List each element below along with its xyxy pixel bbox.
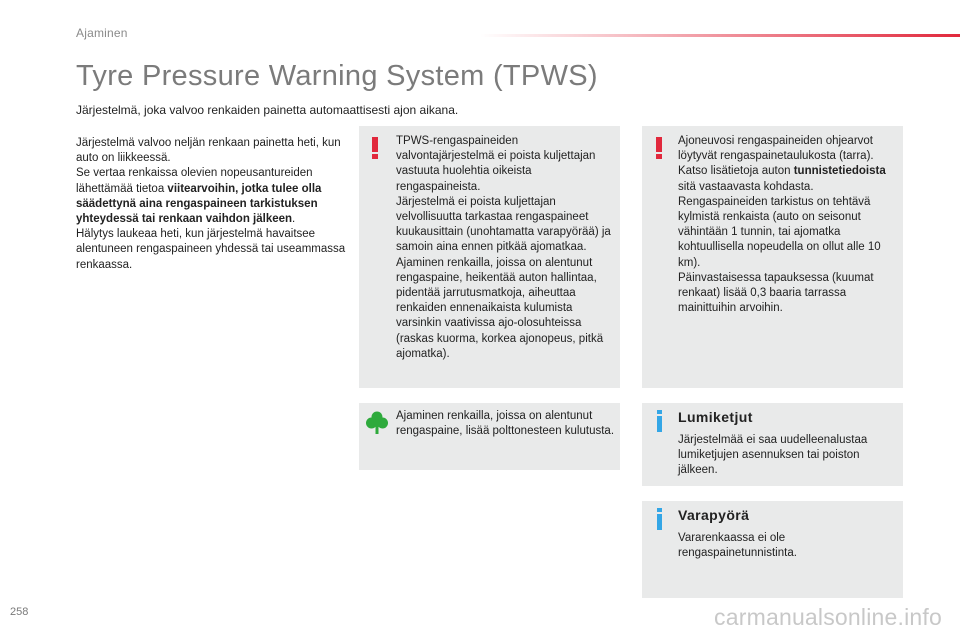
exclamation-icon (656, 137, 662, 159)
pressure-paragraph-3: Päinvastaisessa tapauksessa (kuumat renkaat) lisää 0,3 baaria tarrassa mainittuihin arvoihin. (678, 271, 874, 315)
vehicle-identification-link-text: tunnistetiedoista (793, 165, 886, 178)
pressure-paragraph-2: Rengaspaineiden tarkistus on tehtävä kylmistä renkaista (auto on seisonut vähintään 1 tunnin, tai ajomatka kohtuullisella nopeudella on ollut alle 10 km). (678, 195, 881, 269)
intro-bold-text: viitearvoihin, jotka tulee olla säädettynä aina rengaspaineen tarkistuksen yhteydessä tai renkaan vaihdon jälkeen (76, 182, 322, 226)
page-subtitle: Järjestelmä, joka valvoo renkaiden painetta automaattisesti ajon aikana. (76, 103, 459, 117)
info-icon (657, 410, 662, 432)
eco-box-fuel-consumption (359, 403, 620, 470)
snow-chains-heading: Lumiketjut (678, 409, 753, 425)
spare-wheel-text: Vararenkaassa ei ole rengaspainetunnistinta. (678, 532, 797, 560)
warning-paragraph-3: Ajaminen renkailla, joissa on alentunut rengaspaine, heikentää auton hallintaa, pidentää jarrutusmatkoja, aiheuttaa renkaiden ennenaikaista kulumista varsinkin vaativissa ajo-olosuhteissa (raskas kuorma, korkea ajonopeus, pitkä ajomatka). (396, 256, 604, 360)
info-icon (657, 508, 662, 530)
section-label: Ajaminen (76, 26, 128, 40)
header-accent-line (480, 34, 960, 37)
eco-text: Ajaminen renkailla, joissa on alentunut rengaspaine, lisää polttonesteen kulutusta. (396, 410, 615, 438)
warning-paragraph-2: Järjestelmä ei poista kuljettajan velvollisuutta tarkastaa rengaspaineet kuukausittain (unohtamatta varapyörää) ja samoin aina ennen pitkää ajomatkaa. (396, 195, 611, 254)
intro-paragraph-2: Se vertaa renkaissa olevien nopeusantureiden lähettämää tietoa viitearvoihin, jotka tulee olla säädettynä aina rengaspaineen tarkistuksen yhteydessä tai renkaan vaihdon jälkeen. (76, 167, 322, 226)
page-number: 258 (10, 606, 29, 618)
intro-paragraph-1: Järjestelmä valvoo neljän renkaan painetta heti, kun auto on liikkeessä. (76, 137, 341, 165)
page-title: Tyre Pressure Warning System (TPWS) (76, 60, 598, 92)
intro-paragraph-3: Hälytys laukeaa heti, kun järjestelmä havaitsee alentuneen rengaspaineen yhdessä tai useammassa renkaassa. (76, 228, 346, 271)
pressure-paragraph-1: Ajoneuvosi rengaspaineiden ohjearvot löytyvät rengaspainetaulukosta (tarra). Katso lisätietoja auton tunnistetiedoista sitä vastaavasta kohdasta. (678, 135, 886, 193)
warning-paragraph-1: TPWS-rengaspaineiden valvontajärjestelmä ei poista kuljettajan vastuuta huolehtia oikeista rengaspaineista. (396, 135, 596, 193)
warning-box-pressure-values (642, 126, 903, 388)
spare-wheel-heading: Varapyörä (678, 507, 750, 523)
snow-chains-text: Järjestelmää ei saa uudelleenalustaa lumiketjujen asennuksen tai poiston jälkeen. (678, 434, 868, 477)
tree-icon (366, 411, 388, 435)
watermark: carmanualsonline.info (714, 604, 942, 630)
warning-box-tpws-responsibility (359, 126, 620, 388)
exclamation-icon (372, 137, 378, 159)
info-box-snow-chains (642, 403, 903, 486)
info-box-spare-wheel (642, 501, 903, 598)
intro-text (76, 136, 346, 273)
